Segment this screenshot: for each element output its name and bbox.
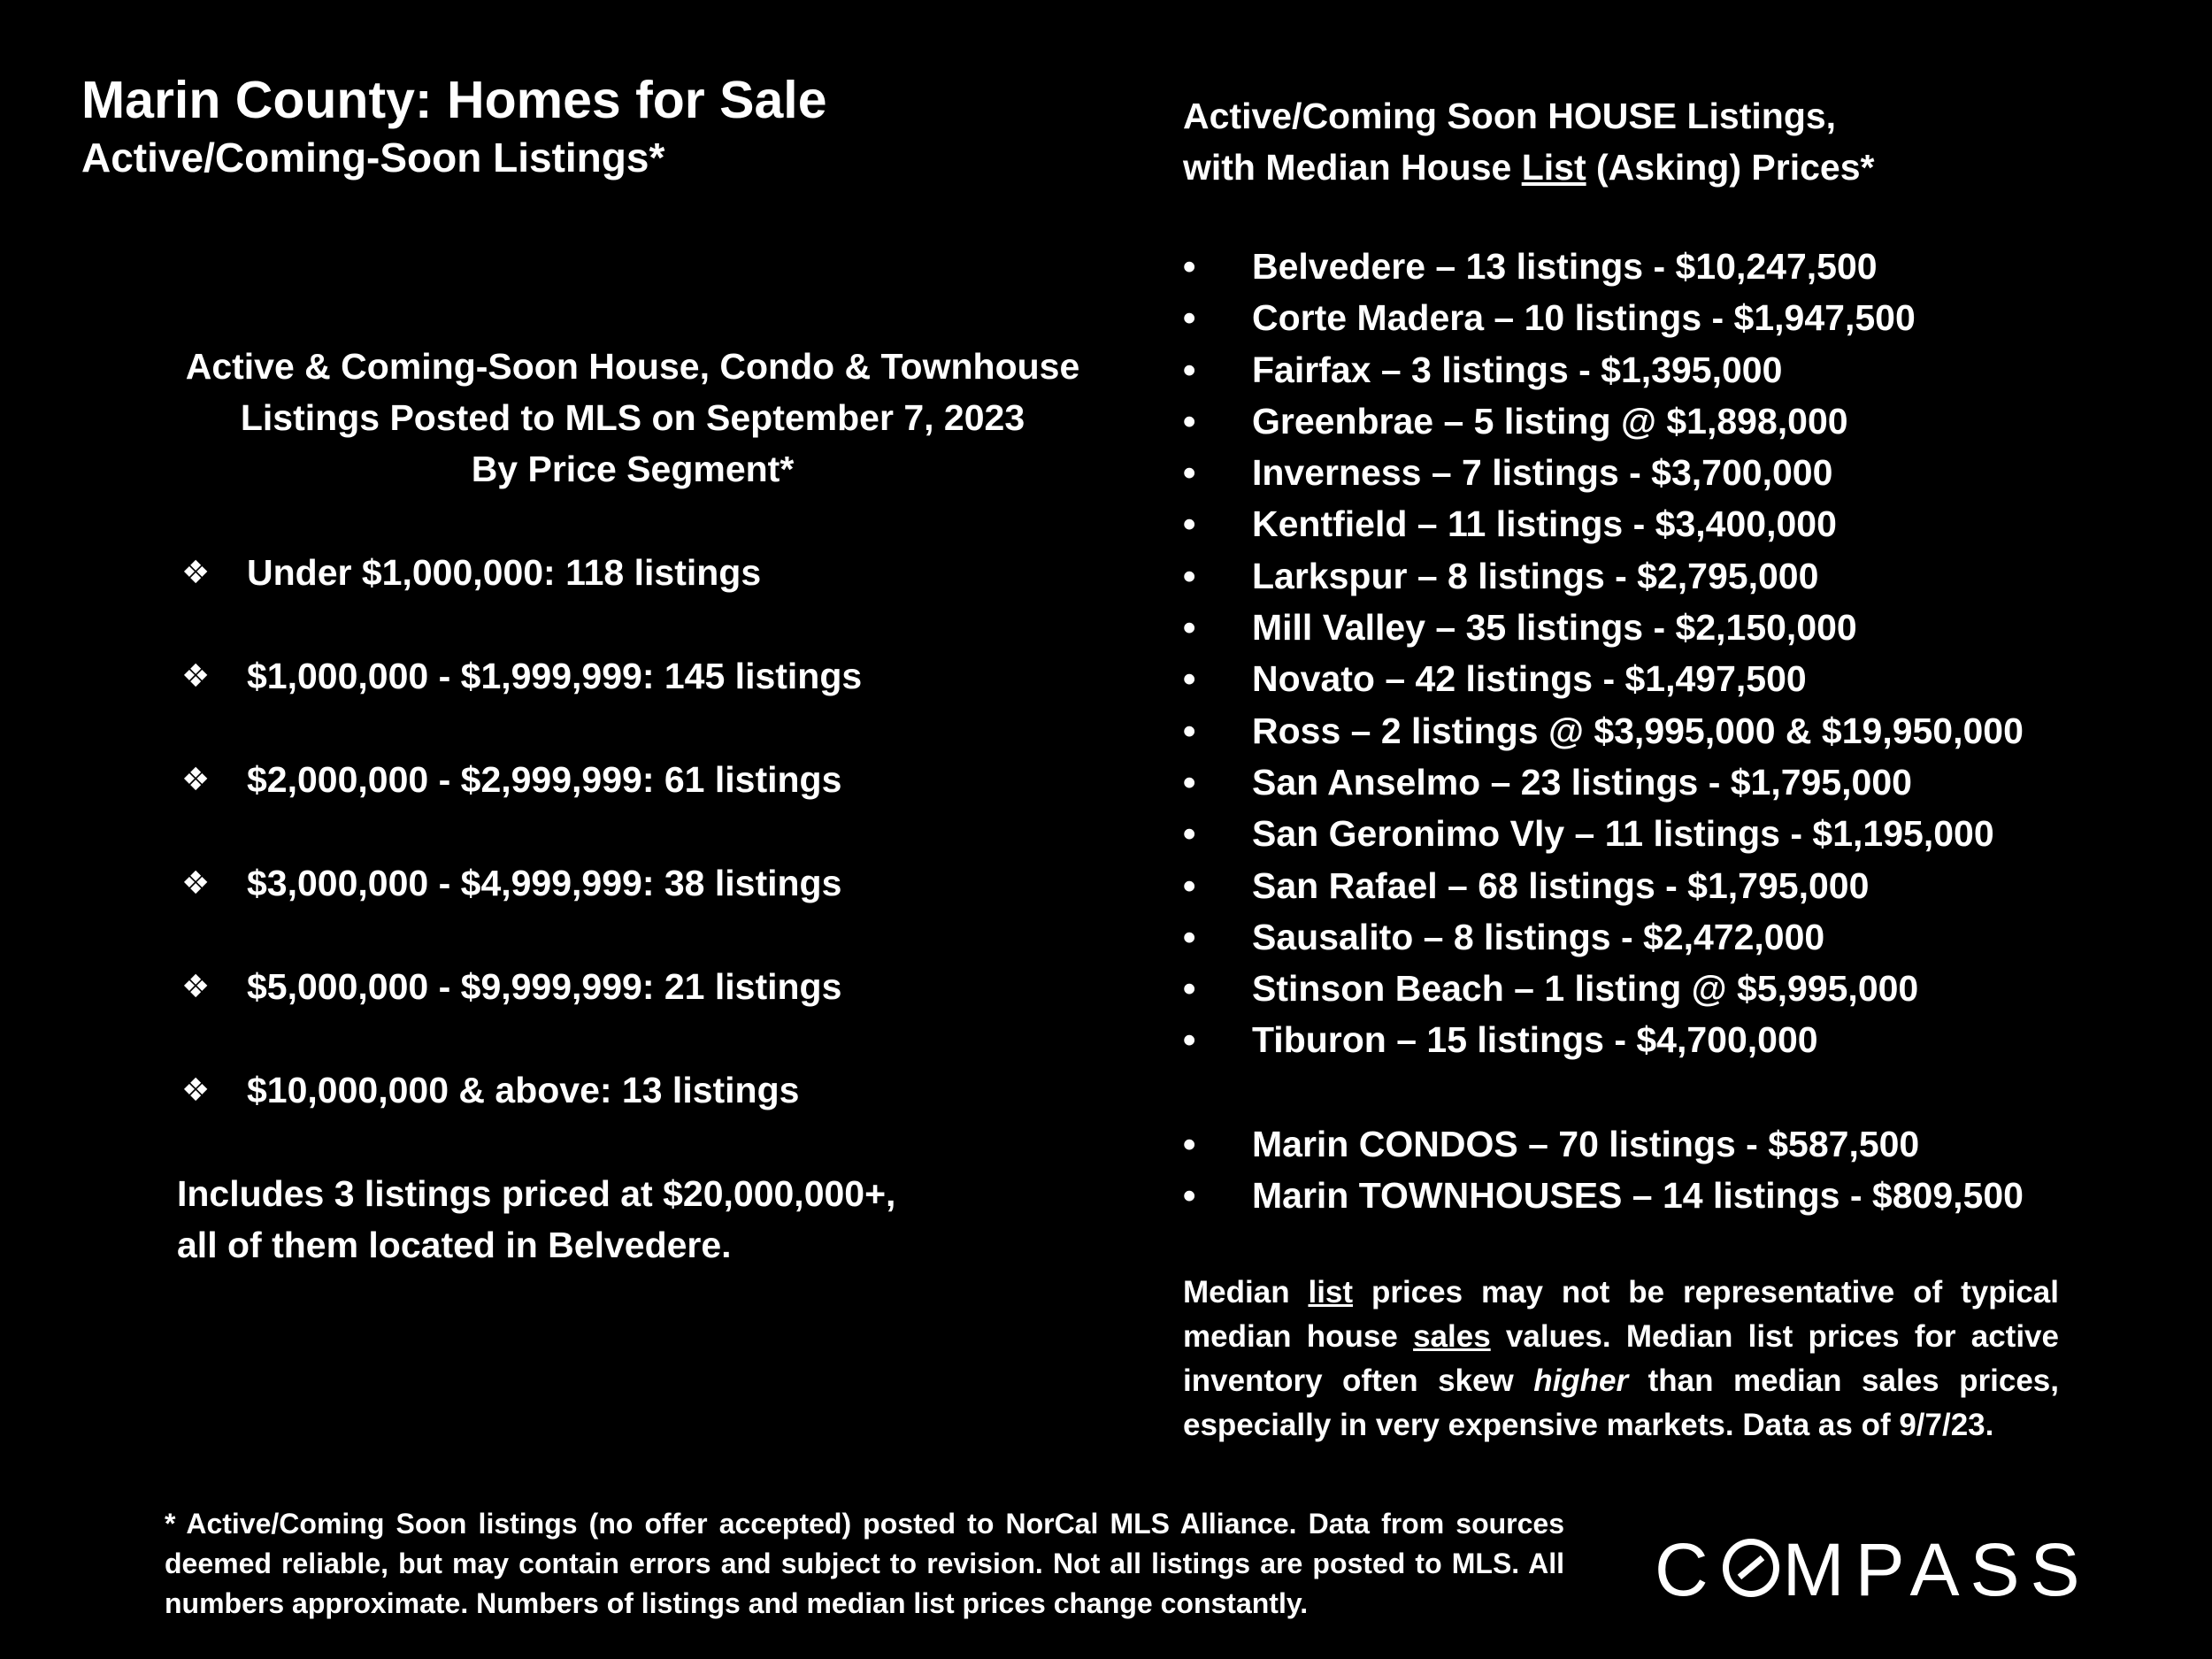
segment-heading-line: Active & Coming-Soon House, Condo & Townhouse [185,346,1080,387]
bullet-icon: • [1183,968,1196,1010]
compass-o-icon [1723,1539,1779,1597]
disclaimer-emphasis-text: higher [1533,1363,1629,1398]
list-item-text: Fairfax – 3 listings - $1,395,000 [1252,349,1783,390]
note-line: all of them located in Belvedere. [177,1225,732,1265]
list-item-text: Kentfield – 11 listings - $3,400,000 [1252,503,1837,545]
bullet-icon: • [1183,1124,1196,1164]
list-item-text: Stinson Beach – 1 listing @ $5,995,000 [1252,968,1919,1010]
list-item-text: Sausalito – 8 listings - $2,472,000 [1252,916,1825,957]
condo-townhouse-list [1183,1118,2024,1222]
list-item [1183,396,2024,447]
bullet-icon: • [1183,761,1196,803]
list-item [1183,1170,2024,1221]
title-line [1183,142,1874,193]
list-item-text: Greenbrae – 5 listing @ $1,898,000 [1252,400,1848,442]
list-item-text: Under $1,000,000: 118 listings [247,552,762,593]
list-item [1183,602,2024,653]
list-item-text: Marin CONDOS – 70 listings - $587,500 [1252,1124,1920,1164]
median-price-disclaimer [1183,1271,2059,1448]
list-item-text: Inverness – 7 listings - $3,700,000 [1252,452,1833,494]
diamond-cluster-icon: ❖ [181,1071,211,1108]
segment-heading-line: Listings Posted to MLS on September 7, 2023 [240,397,1025,438]
list-item [181,857,862,961]
list-item [1183,653,2024,704]
list-item-text: Larkspur – 8 listings - $2,795,000 [1252,555,1819,596]
list-item [1183,705,2024,757]
list-item-text: $2,000,000 - $2,999,999: 61 listings [247,759,842,800]
list-item-text: $5,000,000 - $9,999,999: 21 listings [247,966,842,1007]
diamond-cluster-icon: ❖ [181,657,211,694]
bullet-icon: • [1183,1019,1196,1061]
list-item-text: Novato – 42 listings - $1,497,500 [1252,658,1807,700]
list-item-text: $1,000,000 - $1,999,999: 145 listings [247,656,863,696]
list-item-text: Marin TOWNHOUSES – 14 listings - $809,500 [1252,1175,2024,1217]
list-item [1183,498,2024,549]
bullet-icon: • [1183,503,1196,545]
disclaimer-text: values. Median list prices for active inventory often skew [1183,1319,2059,1398]
house-listings-title [1183,90,1874,193]
segment-heading-line: By Price Segment* [471,449,795,489]
title-underlined-text: List [1521,147,1586,188]
bullet-icon: • [1183,297,1196,339]
bullet-icon: • [1183,710,1196,751]
list-item-text: Belvedere – 13 listings - $10,247,500 [1252,246,1878,287]
page-subtitle: Active/Coming-Soon Listings* [81,134,665,180]
title-text: with Median House [1183,147,1522,188]
list-item [1183,963,2024,1014]
list-item [1183,1014,2024,1065]
disclaimer-underlined-text: list [1308,1275,1354,1310]
list-item-text: Mill Valley – 35 listings - $2,150,000 [1252,607,1857,649]
list-item-text: San Rafael – 68 listings - $1,795,000 [1252,864,1870,906]
list-item [1183,808,2024,859]
list-item-text: San Anselmo – 23 listings - $1,795,000 [1252,761,1912,803]
diamond-cluster-icon: ❖ [181,554,211,590]
list-item [1183,447,2024,498]
list-item [1183,757,2024,808]
list-item [181,547,862,650]
list-item [1183,550,2024,602]
disclaimer-text: prices may not be representative of typical median house [1183,1275,2059,1354]
list-item [1183,1118,2024,1170]
list-item [181,1064,862,1168]
bullet-icon: • [1183,864,1196,906]
list-item-text: San Geronimo Vly – 11 listings - $1,195,000 [1252,813,1994,855]
bullet-icon: • [1183,916,1196,957]
logo-text: C [1655,1528,1719,1611]
compass-logo [1655,1527,2091,1612]
bullet-icon: • [1183,658,1196,700]
diamond-cluster-icon: ❖ [181,761,211,797]
belvedere-note [177,1168,895,1271]
title-text: (Asking) Prices* [1586,147,1875,188]
list-item-text: Ross – 2 listings @ $3,995,000 & $19,950,000 [1252,710,2024,751]
note-line: Includes 3 listings priced at $20,000,000+, [177,1173,896,1214]
disclaimer-text: Median [1183,1275,1309,1310]
list-item-text: Corte Madera – 10 listings - $1,947,500 [1252,297,1916,339]
town-listing-list [1183,241,2024,1066]
list-item [181,650,862,754]
page-title: Marin County: Homes for Sale [81,71,827,129]
list-item [1183,860,2024,911]
bullet-icon: • [1183,452,1196,494]
list-item-text: $10,000,000 & above: 13 listings [247,1070,800,1110]
title-line: Active/Coming Soon HOUSE Listings, [1183,96,1837,136]
bullet-icon: • [1183,555,1196,596]
bullet-icon: • [1183,349,1196,390]
list-item [1183,911,2024,963]
bullet-icon: • [1183,607,1196,649]
list-item [181,961,862,1064]
list-item [181,754,862,857]
list-item-text: Tiburon – 15 listings - $4,700,000 [1252,1019,1818,1061]
bullet-icon: • [1183,246,1196,287]
price-segment-list [181,547,862,1168]
diamond-cluster-icon: ❖ [181,968,211,1004]
list-item [1183,292,2024,343]
segment-heading [168,341,1097,495]
footnote: * Active/Coming Soon listings (no offer accepted) posted to NorCal MLS Alliance. Data from sources deemed reliable, but may contain errors and subject to revision. Not all listings are posted to MLS. All numbers approximate. Numbers of listings and median list prices change constantly. [165,1508,1564,1619]
diamond-cluster-icon: ❖ [181,864,211,901]
bullet-icon: • [1183,813,1196,855]
disclaimer-underlined-text: sales [1413,1319,1491,1354]
list-item [1183,344,2024,396]
bullet-icon: • [1183,1175,1196,1217]
list-item [1183,241,2024,292]
logo-text: MPASS [1782,1528,2091,1611]
bullet-icon: • [1183,400,1196,442]
disclaimer-text: than median sales prices, especially in very expensive markets. Data as of 9/7/23. [1183,1363,2059,1442]
list-item-text: $3,000,000 - $4,999,999: 38 listings [247,863,842,903]
